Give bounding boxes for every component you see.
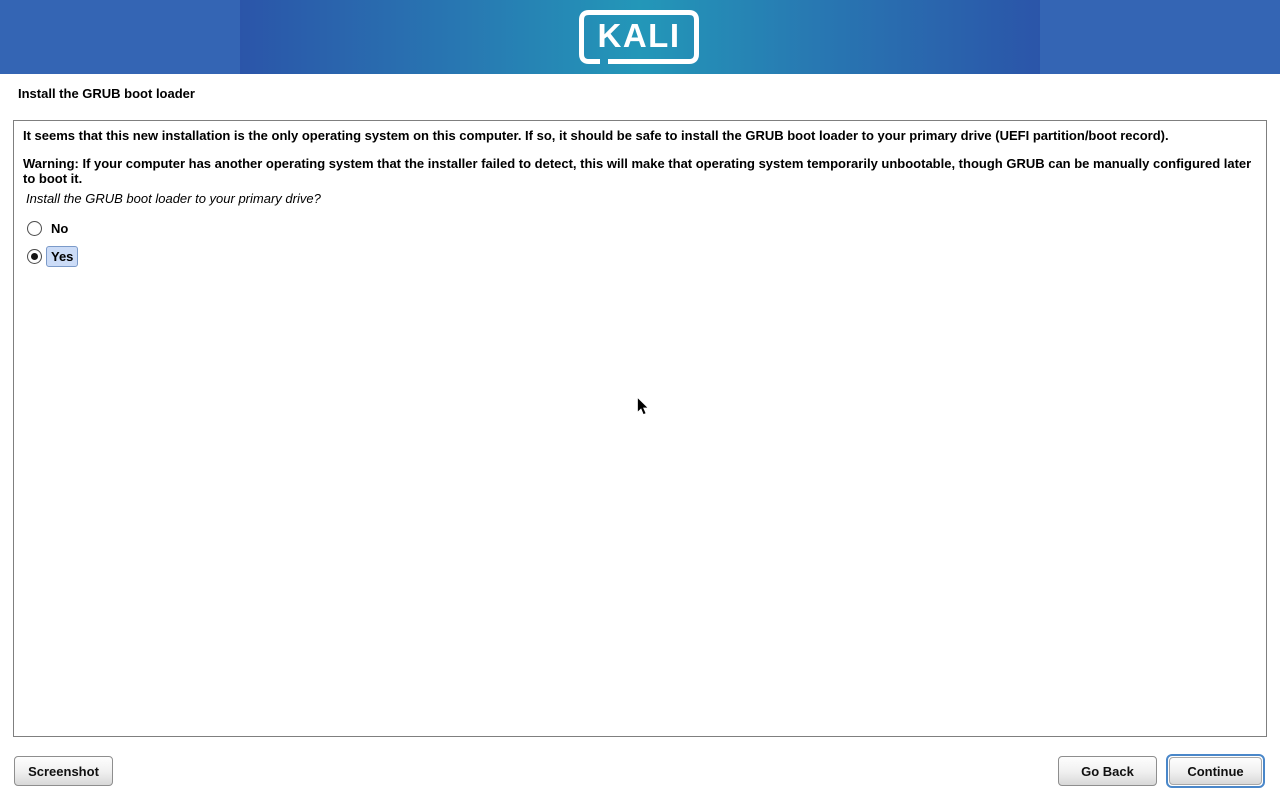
radio-yes-circle-icon[interactable] (27, 249, 42, 264)
continue-button[interactable]: Continue (1169, 757, 1262, 785)
dialog-paragraph-1: It seems that this new installation is the only operating system on this computer. If so, it should be safe to install the GRUB boot loader to your primary drive (UEFI partition/boot record). (23, 128, 1169, 143)
radio-no-circle-icon[interactable] (27, 221, 42, 236)
installer-banner (0, 0, 1280, 74)
kali-logo (579, 9, 699, 65)
radio-no-label[interactable]: No (51, 220, 69, 236)
go-back-button[interactable]: Go Back (1058, 756, 1157, 786)
dialog-paragraph-2: Warning: If your computer has another operating system that the installer failed to detect, this will make that operating system temporarily unbootable, though GRUB can be manually configured later to boot it. (23, 156, 1252, 186)
radio-option-no[interactable] (27, 218, 1257, 238)
kali-logo-text: KALI (597, 17, 681, 54)
screenshot-button[interactable]: Screenshot (14, 756, 113, 786)
radio-option-yes[interactable] (27, 246, 1257, 266)
page-title: Install the GRUB boot loader (18, 86, 195, 101)
continue-button-focus-ring (1166, 754, 1265, 788)
radio-yes-label[interactable]: Yes (46, 246, 78, 267)
dialog-question: Install the GRUB boot loader to your primary drive? (26, 191, 321, 206)
dialog-content-box (13, 120, 1267, 737)
